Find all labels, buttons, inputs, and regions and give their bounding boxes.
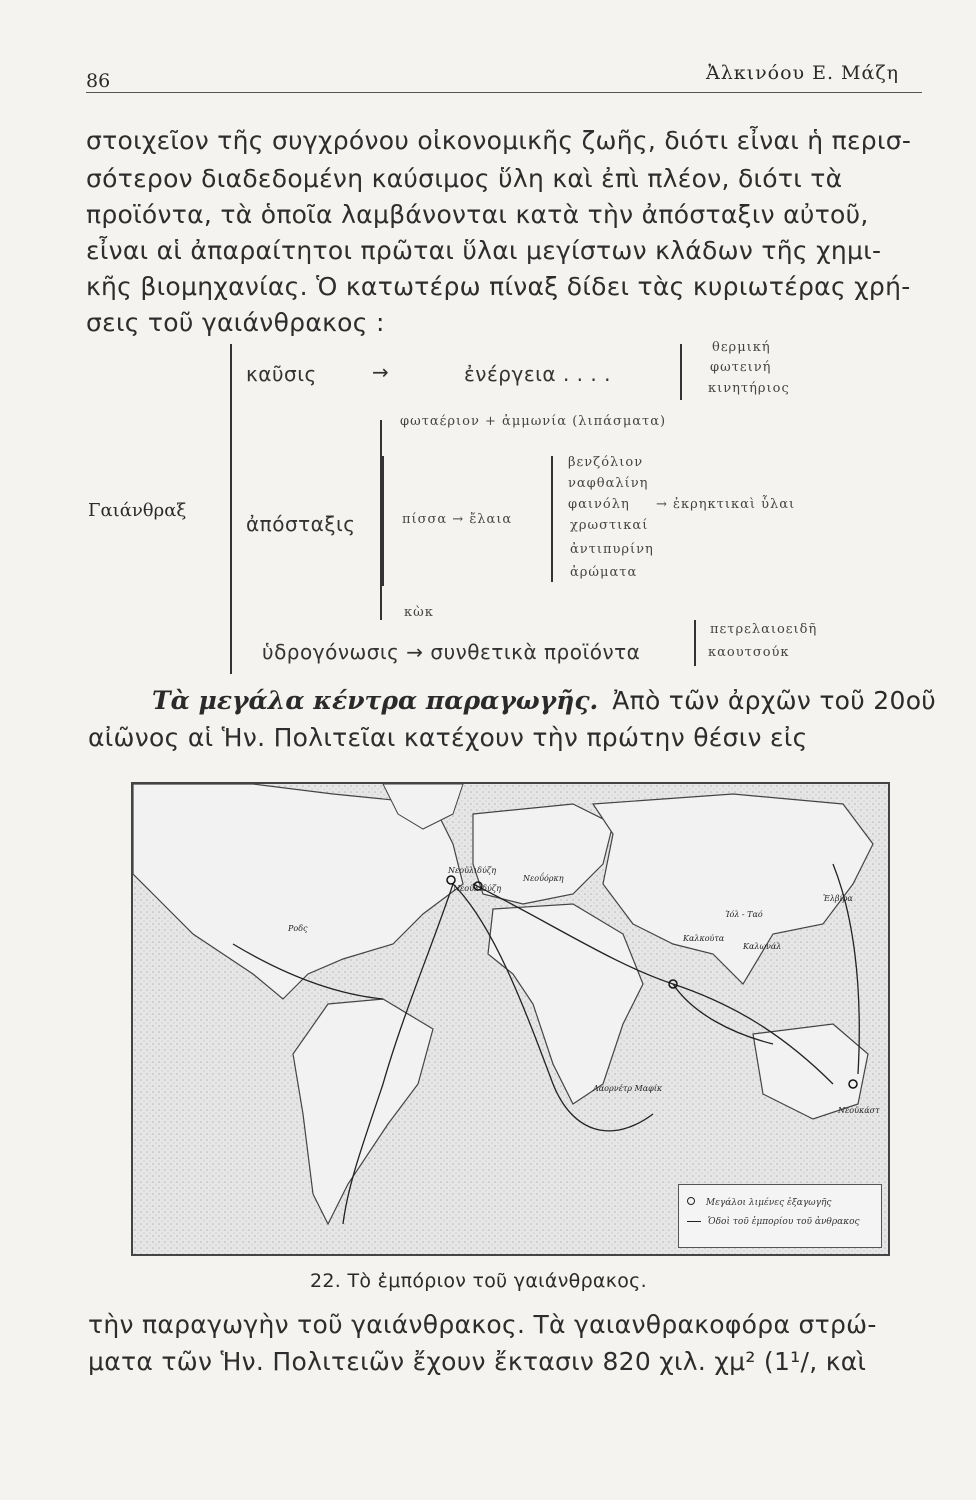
coke-label: κὼκ bbox=[404, 605, 434, 620]
intro-line-2: σότερον διαδεδομένη καύσιμος ὕλη καὶ ἐπὶ πλέον, διότι τὰ bbox=[86, 164, 843, 193]
energy-type-1: θερμική bbox=[712, 340, 771, 355]
section-line-1-rest: Ἀπὸ τῶν ἀρχῶν τοῦ 20οῦ bbox=[612, 686, 937, 715]
intro-line-5: κῆς βιομηχανίας. Ὁ κατωτέρω πίναξ δίδει τὰς κυριωτέρας χρή- bbox=[86, 272, 911, 301]
oil-product-1: βενζόλιον bbox=[568, 455, 644, 470]
section-line-2: αἰῶνος αἱ Ἡν. Πολιτεῖαι κατέχουν τὴν πρώτην θέσιν εἰς bbox=[88, 723, 808, 752]
diagram-root: Γαιάνθραξ bbox=[88, 500, 187, 521]
map-label-5: Ίόλ - Ταό bbox=[725, 910, 763, 919]
distillation-label: ἀπόσταξις bbox=[246, 512, 356, 536]
port-marker-icon bbox=[687, 1197, 695, 1205]
map-label-7: Καλκούτα bbox=[683, 934, 725, 943]
combustion-arrow: → bbox=[372, 360, 390, 384]
map-label-1: Νεοΰόρκη bbox=[523, 874, 564, 883]
gas-line: φωταέριον + ἀμμωνία (λιπάσματα) bbox=[400, 414, 667, 429]
closing-line-1: τὴν παραγωγὴν τοῦ γαιάνθρακος. Τὰ γαιανθρακοφόρα στρώ- bbox=[88, 1310, 877, 1339]
oil-product-5: ἀντιπυρίνη bbox=[570, 542, 654, 557]
intro-line-3: προϊόντα, τὰ ὁποῖα λαμβάνονται κατὰ τὴν ἀπόσταξιν αὐτοῦ, bbox=[86, 200, 869, 229]
map-label-6: Ἐλβίρα bbox=[823, 894, 853, 903]
section-line-1 bbox=[152, 686, 936, 715]
hydrogenation-line: ὑδρογόνωσις → συνθετικὰ προϊόντα bbox=[262, 640, 641, 664]
legend-item-ports bbox=[687, 1197, 831, 1208]
distillation-bracket bbox=[382, 456, 384, 586]
explosives: → ἐκρηκτικαὶ ὗλαι bbox=[656, 497, 796, 512]
map-label-3: Νεοϋλιδύζη bbox=[448, 866, 496, 875]
legend-item-routes bbox=[687, 1217, 860, 1227]
intro-line-1: στοιχεῖον τῆς συγχρόνου οἰκονομικῆς ζωῆς, διότι εἶναι ἡ περισ- bbox=[86, 126, 912, 155]
synthetic-bracket bbox=[694, 620, 696, 666]
header-rule bbox=[86, 92, 922, 93]
running-title: Ἀλκινόου Ε. Μάζη bbox=[706, 62, 900, 84]
root-bracket bbox=[230, 344, 232, 674]
energy-label: ἐνέργεια . . . . bbox=[464, 362, 611, 386]
map-label-8: Καλωνάλ bbox=[743, 942, 782, 951]
intro-line-4: εἶναι αἱ ἀπαραίτητοι πρῶται ὕλαι μεγίστων κλάδων τῆς χημι- bbox=[86, 236, 882, 265]
figure-caption: 22. Τὸ ἐμπόριον τοῦ γαιάνθρακος. bbox=[310, 1270, 647, 1292]
energy-bracket bbox=[680, 344, 682, 400]
map-legend bbox=[678, 1184, 882, 1248]
legend-routes-label: Ὁδοὶ τοῦ ἐμπορίου τοῦ ἀνθρακος bbox=[707, 1217, 860, 1227]
intro-line-6: σεις τοῦ γαιάνθρακος : bbox=[86, 308, 385, 337]
oil-product-4: χρωστικαί bbox=[570, 518, 649, 533]
oil-product-6: ἀρώματα bbox=[570, 565, 638, 580]
synthetic-product-1: πετρελαιοειδῆ bbox=[710, 622, 818, 637]
energy-type-2: φωτεινή bbox=[710, 360, 772, 375]
oils-bracket bbox=[551, 456, 553, 582]
energy-type-3: κινητήριος bbox=[708, 381, 790, 396]
oil-product-3: φαινόλη bbox=[568, 497, 630, 512]
map-label-4: Νεοϋλιδύζη bbox=[453, 884, 501, 893]
combustion-label: καῦσις bbox=[246, 362, 317, 386]
oil-product-2: ναφθαλίνη bbox=[568, 476, 649, 491]
map-label-2: Ροδς bbox=[288, 924, 308, 933]
legend-ports-label: Μεγάλοι λιμένες ἐξαγωγῆς bbox=[705, 1198, 832, 1208]
map-label-10: Νεοϋκάστ bbox=[838, 1106, 880, 1115]
map-label-9: Λαορνέτρ Μαφίκ bbox=[593, 1084, 663, 1093]
route-line-icon bbox=[687, 1221, 701, 1223]
page-number: 86 bbox=[86, 70, 111, 92]
closing-line-2: ματα τῶν Ἡν. Πολιτειῶν ἔχουν ἔκτασιν 820 χιλ. χμ² (1¹/, καὶ bbox=[88, 1347, 867, 1376]
synthetic-product-2: καουτσούκ bbox=[708, 645, 790, 660]
pitch-oils: πίσσα → ἔλαια bbox=[402, 512, 513, 527]
section-heading: Τὰ μεγάλα κέντρα παραγωγῆς. bbox=[152, 686, 599, 715]
